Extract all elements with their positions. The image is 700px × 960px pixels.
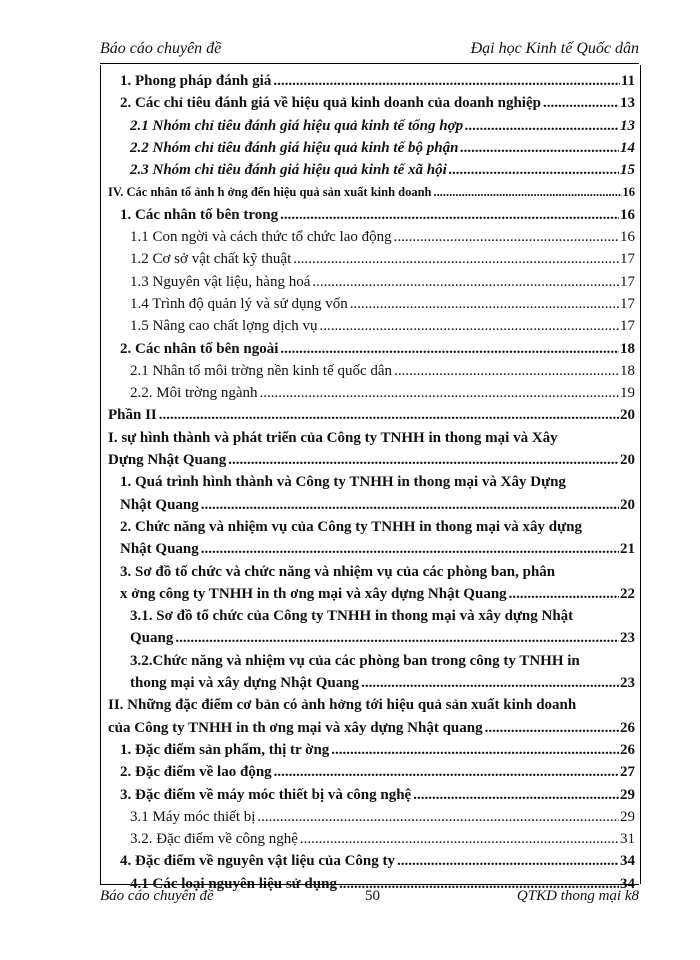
- toc-entry-title: 2. Các nhân tố bên ngoài: [120, 340, 279, 357]
- toc-entry[interactable]: [108, 204, 635, 226]
- toc-entry-title: x ởng công ty TNHH in th ơng mại và xây dựng Nhật Quang: [120, 585, 507, 602]
- toc-entry-page: 23: [620, 630, 635, 647]
- footer-right: QTKD thong mại k8: [516, 888, 639, 904]
- toc-entry-title: 1. Phong pháp đánh giá: [120, 73, 272, 89]
- toc-entry-title: 2.1 Nhóm chỉ tiêu đánh giá hiệu quả kinh tế tổng hợp: [130, 117, 464, 134]
- toc-entry-title: I. sự hình thành và phát triển của Công ty TNHH in thong mại và Xây: [108, 429, 558, 446]
- toc-entry-title: Quang: [130, 630, 174, 647]
- toc-dot-leader: [509, 583, 619, 605]
- toc-entry[interactable]: [108, 739, 635, 761]
- toc-entry-page: 34: [620, 853, 635, 870]
- toc-entry-page: 18: [620, 340, 635, 357]
- toc-dot-leader: [300, 828, 619, 850]
- toc-dot-leader: [465, 115, 619, 137]
- toc-entry-page: 29: [620, 808, 635, 825]
- toc-entry[interactable]: [108, 761, 635, 783]
- footer-left: Báo cáo chuyên đề: [100, 888, 214, 904]
- header-left: Báo cáo chuyên đề: [100, 40, 222, 57]
- toc-entry-page: 16: [620, 206, 635, 223]
- toc-entry-title: 2. Chức năng và nhiệm vụ của Công ty TNHH in thong mại và xây dựng: [120, 518, 582, 535]
- toc-entry-page: 17: [620, 251, 635, 268]
- toc-dot-leader: [280, 338, 619, 360]
- toc-entry-title: 3.1 Máy móc thiết bị: [130, 808, 256, 825]
- toc-entry-page: 22: [620, 585, 635, 602]
- toc-entry-page: 14: [620, 139, 635, 156]
- toc-entry-page: 18: [620, 362, 635, 379]
- toc-entry[interactable]: [108, 694, 635, 716]
- toc-dot-leader: [201, 538, 619, 560]
- toc-entry-title: Phần II: [108, 407, 157, 424]
- toc-entry-title: 2. Các chỉ tiêu đánh giá về hiệu quả kinh doanh của doanh nghiệp: [120, 95, 541, 112]
- header-right: Đại học Kinh tế Quốc dân: [470, 40, 639, 57]
- toc-dot-leader: [260, 382, 619, 404]
- toc-dot-leader: [460, 137, 619, 159]
- toc-entry-title: thong mại và xây dựng Nhật Quang: [130, 675, 360, 692]
- toc-entry-title: 2. Đặc điểm về lao động: [120, 764, 272, 781]
- header-rule: [100, 63, 639, 64]
- toc-entry[interactable]: [108, 850, 635, 872]
- toc-dot-leader: [312, 271, 619, 293]
- toc-entry[interactable]: [108, 137, 635, 159]
- toc-entry[interactable]: [108, 70, 635, 92]
- toc-entry-page: 20: [620, 496, 635, 513]
- toc-entry-page: 19: [620, 385, 635, 402]
- toc-entry-page: 29: [620, 786, 635, 803]
- toc-entry[interactable]: [108, 806, 635, 828]
- toc-entry-page: 17: [620, 273, 635, 290]
- toc-entry-title: 3.2.Chức năng và nhiệm vụ của các phòng ban trong công ty TNHH in: [130, 652, 580, 669]
- toc-entry-title: 1. Quá trình hình thành và Công ty TNHH in thong mại và Xây Dựng: [120, 474, 566, 491]
- toc-entry-page: 34: [620, 875, 635, 892]
- toc-entry[interactable]: [108, 538, 635, 560]
- toc-entry-title: 2.1 Nhân tố môi trờng nền kinh tế quốc dân: [130, 362, 393, 379]
- toc-entry-title: Dựng Nhật Quang: [108, 452, 227, 469]
- toc-entry[interactable]: [108, 226, 635, 248]
- toc-entry[interactable]: [108, 427, 635, 449]
- toc-dot-leader: [543, 92, 619, 114]
- toc-entry[interactable]: [108, 338, 635, 360]
- toc-entry-title: Nhật Quang: [120, 541, 199, 558]
- toc-entry-title: 2.3 Nhóm chỉ tiêu đánh giá hiệu quả kinh tế xã hội: [130, 162, 447, 179]
- toc-entry[interactable]: [108, 672, 635, 694]
- footer-rule: [100, 884, 639, 885]
- toc-entry[interactable]: [108, 271, 635, 293]
- toc-entry-title: 1. Đặc điểm sản phẩm, thị tr ờng: [120, 741, 330, 758]
- toc-entry-title: 1.4 Trình độ quản lý và sử dụng vốn: [130, 295, 348, 312]
- toc-entry[interactable]: [108, 516, 635, 538]
- toc-dot-leader: [331, 739, 619, 761]
- toc-entry-title: của Công ty TNHH in th ơng mại và xây dựng Nhật quang: [108, 719, 483, 736]
- toc-dot-leader: [350, 293, 619, 315]
- toc-entry-title: 2.2 Nhóm chỉ tiêu đánh giá hiệu quả kinh tế bộ phận: [130, 139, 459, 156]
- toc-entry-title: 1.3 Nguyên vật liệu, hàng hoá: [130, 273, 311, 290]
- toc-dot-leader: [274, 761, 619, 783]
- toc-entry[interactable]: [108, 471, 635, 493]
- toc-entry[interactable]: [108, 404, 635, 426]
- toc-entry-page: 15: [620, 162, 635, 179]
- toc-dot-leader: [257, 806, 619, 828]
- toc-entry-title: 3.1. Sơ đồ tổ chức của Công ty TNHH in thong mại và xây dựng Nhật: [130, 608, 574, 625]
- toc-dot-leader: [201, 494, 619, 516]
- toc-entry[interactable]: [108, 360, 635, 382]
- toc-entry-page: 23: [620, 675, 635, 692]
- toc-entry[interactable]: [108, 293, 635, 315]
- toc-entry[interactable]: [108, 717, 635, 739]
- toc-entry-page: 17: [620, 295, 635, 312]
- toc-entry-title: 3.2. Đặc điểm về công nghệ: [130, 831, 298, 848]
- toc-entry[interactable]: [108, 650, 635, 672]
- toc-dot-leader: [159, 404, 619, 426]
- toc-dot-leader: [293, 248, 619, 270]
- toc-entry-title: 1.5 Nâng cao chất lợng dịch vụ: [130, 318, 318, 335]
- toc-entry-title: 2.2. Môi trờng ngành: [130, 385, 258, 402]
- toc-entry[interactable]: [108, 828, 635, 850]
- toc-entry-page: 20: [620, 407, 635, 424]
- toc-entry[interactable]: [108, 583, 635, 605]
- toc-entry[interactable]: [108, 92, 635, 114]
- toc-dot-leader: [228, 449, 619, 471]
- toc-entry-title: 4.1 Các loại nguyên liệu sử dụng: [130, 875, 337, 892]
- toc-dot-leader: [319, 315, 619, 337]
- toc-entry[interactable]: [108, 449, 635, 471]
- footer-page-number: 50: [365, 888, 380, 904]
- toc-entry[interactable]: [108, 115, 635, 137]
- toc-dot-leader: [361, 672, 619, 694]
- toc-entry[interactable]: [108, 627, 635, 649]
- toc-entry-title: Nhật Quang: [120, 496, 199, 513]
- toc-dot-leader: [394, 226, 619, 248]
- toc-entry-title: 1.2 Cơ sở vật chất kỹ thuật: [130, 251, 292, 268]
- toc-dot-leader: [175, 627, 619, 649]
- toc-entry-page: 11: [620, 73, 635, 89]
- toc-dot-leader: [485, 717, 619, 739]
- toc-entry-title: 3. Sơ đồ tổ chức và chức năng và nhiệm vụ của các phòng ban, phân: [120, 563, 556, 580]
- toc-entry-page: 26: [620, 741, 635, 758]
- toc-entry-page: 27: [620, 764, 635, 781]
- toc-entry-page: 17: [620, 318, 635, 335]
- toc-dot-leader: [413, 784, 619, 806]
- toc-entry-page: 31: [620, 831, 635, 848]
- toc-dot-leader: [273, 70, 619, 92]
- toc-entry-title: 3. Đặc điểm về máy móc thiết bị và công nghệ: [120, 786, 412, 803]
- toc-entry-page: 16: [620, 229, 635, 246]
- toc-entry[interactable]: [108, 784, 635, 806]
- toc-entry[interactable]: [108, 181, 635, 203]
- toc-dot-leader: [280, 204, 619, 226]
- toc-entry[interactable]: [108, 248, 635, 270]
- toc-entry[interactable]: [108, 382, 635, 404]
- toc-dot-leader: [449, 159, 619, 181]
- toc-dot-leader: [394, 360, 619, 382]
- toc-entry-page: 13: [620, 117, 635, 134]
- toc-entry-page: 16: [622, 185, 635, 200]
- toc-entry-title: 4. Đặc điểm về nguyên vật liệu của Công ty: [120, 853, 395, 870]
- toc-entry-title: IV. Các nhân tố ảnh h ởng đến hiệu quả sản xuất kinh doanh: [108, 185, 432, 200]
- toc-dot-leader: [434, 181, 622, 203]
- toc-entry-page: 20: [620, 452, 635, 469]
- page-header: [100, 40, 639, 62]
- toc-entry-page: 21: [620, 541, 635, 558]
- toc-entry-title: 1.1 Con ngời và cách thức tổ chức lao động: [130, 229, 392, 246]
- toc-entry-title: 1. Các nhân tố bên trong: [120, 206, 279, 223]
- toc-entry[interactable]: [108, 315, 635, 337]
- toc-entry-page: 26: [620, 719, 635, 736]
- page-footer: [100, 888, 639, 910]
- table-of-contents: [108, 70, 635, 895]
- toc-entry-page: 13: [620, 95, 635, 112]
- toc-entry[interactable]: [108, 159, 635, 181]
- toc-entry-title: II. Những đặc điểm cơ bản có ảnh hởng tới hiệu quả sản xuất kinh doanh: [108, 697, 577, 714]
- toc-dot-leader: [397, 850, 619, 872]
- toc-entry[interactable]: [108, 494, 635, 516]
- toc-entry[interactable]: [108, 561, 635, 583]
- toc-entry[interactable]: [108, 605, 635, 627]
